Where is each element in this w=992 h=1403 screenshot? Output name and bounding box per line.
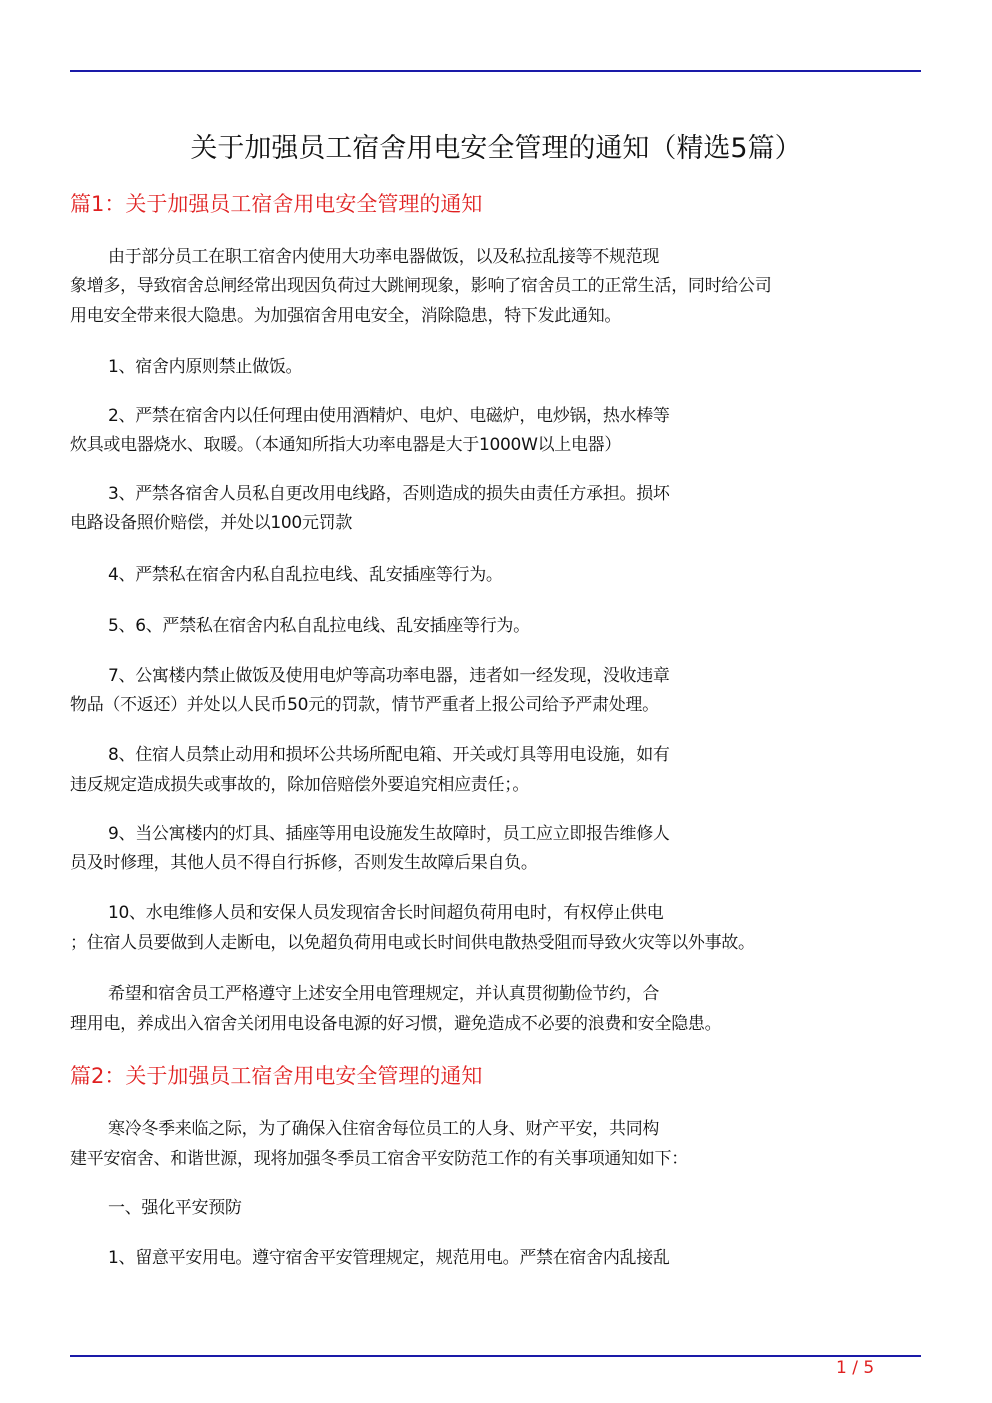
text-line: 违反规定造成损失或事故的，除加倍赔偿外要追究相应责任；。 [70, 775, 530, 795]
text-line: 8、住宿人员禁止动用和损坏公共场所配电箱、开关或灯具等用电设施，如有 [108, 745, 670, 765]
text-line: 3、严禁各宿舍人员私自更改用电线路，否则造成的损失由责任方承担。损坏 [108, 484, 670, 504]
section-heading-1: 篇1：关于加强员工宿舍用电安全管理的通知 [70, 192, 483, 216]
document-title: 关于加强员工宿舍用电安全管理的通知（精选5篇） [190, 133, 802, 164]
text-line: 1、宿舍内原则禁止做饭。 [108, 357, 303, 377]
text-line: 员及时修理，其他人员不得自行拆修，否则发生故障后果自负。 [70, 853, 538, 873]
text-line: 7、公寓楼内禁止做饭及使用电炉等高功率电器，违者如一经发现，没收违章 [108, 666, 670, 686]
text-line: 9、当公寓楼内的灯具、插座等用电设施发生故障时，员工应立即报告维修人 [108, 824, 670, 844]
text-line: 10、水电维修人员和安保人员发现宿舍长时间超负荷用电时，有权停止供电 [108, 903, 664, 923]
text-line: 建平安宿舍、和谐世源，现将加强冬季员工宿舍平安防范工作的有关事项通知如下： [70, 1149, 688, 1169]
text-line: 一、强化平安预防 [108, 1198, 242, 1218]
text-line: 寒冷冬季来临之际，为了确保入住宿舍每位员工的人身、财产平安，共同构 [108, 1119, 660, 1139]
text-line: 1、留意平安用电。遵守宿舍平安管理规定，规范用电。严禁在宿舍内乱接乱 [108, 1248, 670, 1268]
page-number: 1 / 5 [836, 1358, 875, 1378]
text-line: 由于部分员工在职工宿舍内使用大功率电器做饭，以及私拉乱接等不规范现 [108, 247, 660, 267]
text-line: 希望和宿舍员工严格遵守上述安全用电管理规定，并认真贯彻勤俭节约，合 [108, 984, 660, 1004]
text-line: 5、6、严禁私在宿舍内私自乱拉电线、乱安插座等行为。 [108, 616, 530, 636]
header-rule [70, 70, 921, 72]
text-line: ；住宿人员要做到人走断电，以免超负荷用电或长时间供电散热受阻而导致火灾等以外事故。 [70, 933, 755, 953]
text-line: 炊具或电器烧水、取暖。（本通知所指大功率电器是大于1000W以上电器） [70, 435, 622, 455]
text-line: 理用电，养成出入宿舍关闭用电设备电源的好习惯，避免造成不必要的浪费和安全隐患。 [70, 1014, 722, 1034]
section-heading-2: 篇2：关于加强员工宿舍用电安全管理的通知 [70, 1064, 483, 1088]
footer-rule [70, 1355, 921, 1357]
text-line: 象增多，导致宿舍总闸经常出现因负荷过大跳闸现象，影响了宿舍员工的正常生活，同时给公司 [70, 276, 772, 296]
text-line: 物品（不返还）并处以人民币50元的罚款，情节严重者上报公司给予严肃处理。 [70, 695, 659, 715]
text-line: 电路设备照价赔偿，并处以100元罚款 [70, 513, 353, 533]
text-line: 4、严禁私在宿舍内私自乱拉电线、乱安插座等行为。 [108, 565, 503, 585]
text-line: 用电安全带来很大隐患。为加强宿舍用电安全，消除隐患，特下发此通知。 [70, 306, 622, 326]
text-line: 2、严禁在宿舍内以任何理由使用酒精炉、电炉、电磁炉，电炒锅，热水棒等 [108, 406, 670, 426]
